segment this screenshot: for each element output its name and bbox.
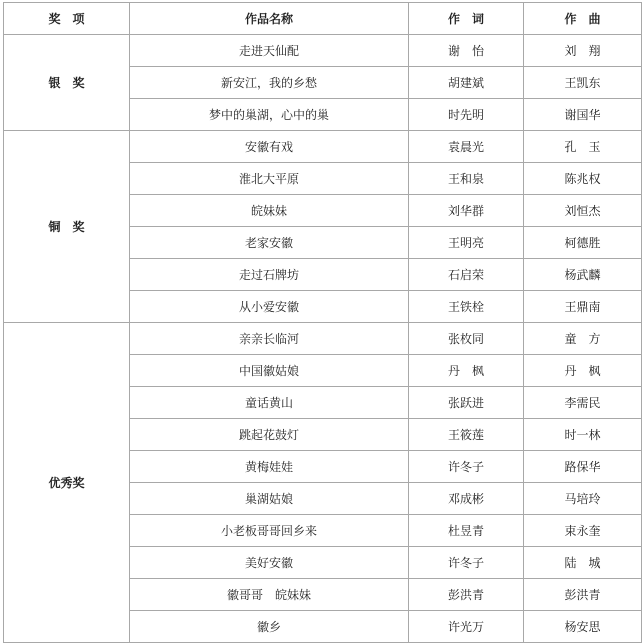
table-body xyxy=(4,35,642,643)
header-lyricist: 作 词 xyxy=(409,3,524,35)
song-title-cell: 小老板哥哥回乡来 xyxy=(130,515,409,547)
lyricist-cell: 胡建斌 xyxy=(409,67,524,99)
header-award: 奖 项 xyxy=(4,3,130,35)
lyricist-cell: 石启荣 xyxy=(409,259,524,291)
composer-cell: 彭洪青 xyxy=(524,579,642,611)
lyricist-cell: 彭洪青 xyxy=(409,579,524,611)
award-level-cell: 银 奖 xyxy=(4,35,130,131)
lyricist-cell: 王和泉 xyxy=(409,163,524,195)
composer-cell: 路保华 xyxy=(524,451,642,483)
header-title: 作品名称 xyxy=(130,3,409,35)
song-title-cell: 美好安徽 xyxy=(130,547,409,579)
composer-cell: 谢国华 xyxy=(524,99,642,131)
header-composer: 作 曲 xyxy=(524,3,642,35)
lyricist-cell: 王筱莲 xyxy=(409,419,524,451)
lyricist-cell: 袁晨光 xyxy=(409,131,524,163)
composer-cell: 陆 城 xyxy=(524,547,642,579)
song-title-cell: 徽哥哥 皖妹妹 xyxy=(130,579,409,611)
lyricist-cell: 许冬子 xyxy=(409,451,524,483)
composer-cell: 杨安思 xyxy=(524,611,642,643)
song-title-cell: 走进天仙配 xyxy=(130,35,409,67)
song-title-cell: 从小爱安徽 xyxy=(130,291,409,323)
song-title-cell: 巢湖姑娘 xyxy=(130,483,409,515)
composer-cell: 时一林 xyxy=(524,419,642,451)
table-row xyxy=(4,35,642,67)
composer-cell: 刘 翔 xyxy=(524,35,642,67)
awards-table xyxy=(3,2,642,643)
song-title-cell: 走过石牌坊 xyxy=(130,259,409,291)
lyricist-cell: 王明亮 xyxy=(409,227,524,259)
composer-cell: 柯德胜 xyxy=(524,227,642,259)
lyricist-cell: 张枚同 xyxy=(409,323,524,355)
award-level-cell: 优秀奖 xyxy=(4,323,130,643)
composer-cell: 王鼎南 xyxy=(524,291,642,323)
song-title-cell: 徽乡 xyxy=(130,611,409,643)
composer-cell: 杨武麟 xyxy=(524,259,642,291)
table-header xyxy=(4,3,642,35)
composer-cell: 丹 枫 xyxy=(524,355,642,387)
song-title-cell: 老家安徽 xyxy=(130,227,409,259)
composer-cell: 童 方 xyxy=(524,323,642,355)
lyricist-cell: 王铁栓 xyxy=(409,291,524,323)
song-title-cell: 梦中的巢湖，心中的巢 xyxy=(130,99,409,131)
header-row xyxy=(4,3,642,35)
composer-cell: 陈兆权 xyxy=(524,163,642,195)
table-row xyxy=(4,323,642,355)
composer-cell: 王凯东 xyxy=(524,67,642,99)
song-title-cell: 皖妹妹 xyxy=(130,195,409,227)
composer-cell: 李需民 xyxy=(524,387,642,419)
lyricist-cell: 丹 枫 xyxy=(409,355,524,387)
song-title-cell: 新安江，我的乡愁 xyxy=(130,67,409,99)
composer-cell: 束永奎 xyxy=(524,515,642,547)
song-title-cell: 跳起花鼓灯 xyxy=(130,419,409,451)
lyricist-cell: 许冬子 xyxy=(409,547,524,579)
award-level-cell: 铜 奖 xyxy=(4,131,130,323)
composer-cell: 孔 玉 xyxy=(524,131,642,163)
lyricist-cell: 邓成彬 xyxy=(409,483,524,515)
song-title-cell: 童话黄山 xyxy=(130,387,409,419)
lyricist-cell: 刘华群 xyxy=(409,195,524,227)
song-title-cell: 黄梅娃娃 xyxy=(130,451,409,483)
song-title-cell: 安徽有戏 xyxy=(130,131,409,163)
composer-cell: 马培玲 xyxy=(524,483,642,515)
table-row xyxy=(4,131,642,163)
composer-cell: 刘恒杰 xyxy=(524,195,642,227)
song-title-cell: 亲亲长临河 xyxy=(130,323,409,355)
lyricist-cell: 时先明 xyxy=(409,99,524,131)
song-title-cell: 淮北大平原 xyxy=(130,163,409,195)
lyricist-cell: 张跃进 xyxy=(409,387,524,419)
lyricist-cell: 谢 怡 xyxy=(409,35,524,67)
song-title-cell: 中国徽姑娘 xyxy=(130,355,409,387)
lyricist-cell: 杜昱青 xyxy=(409,515,524,547)
lyricist-cell: 许光万 xyxy=(409,611,524,643)
